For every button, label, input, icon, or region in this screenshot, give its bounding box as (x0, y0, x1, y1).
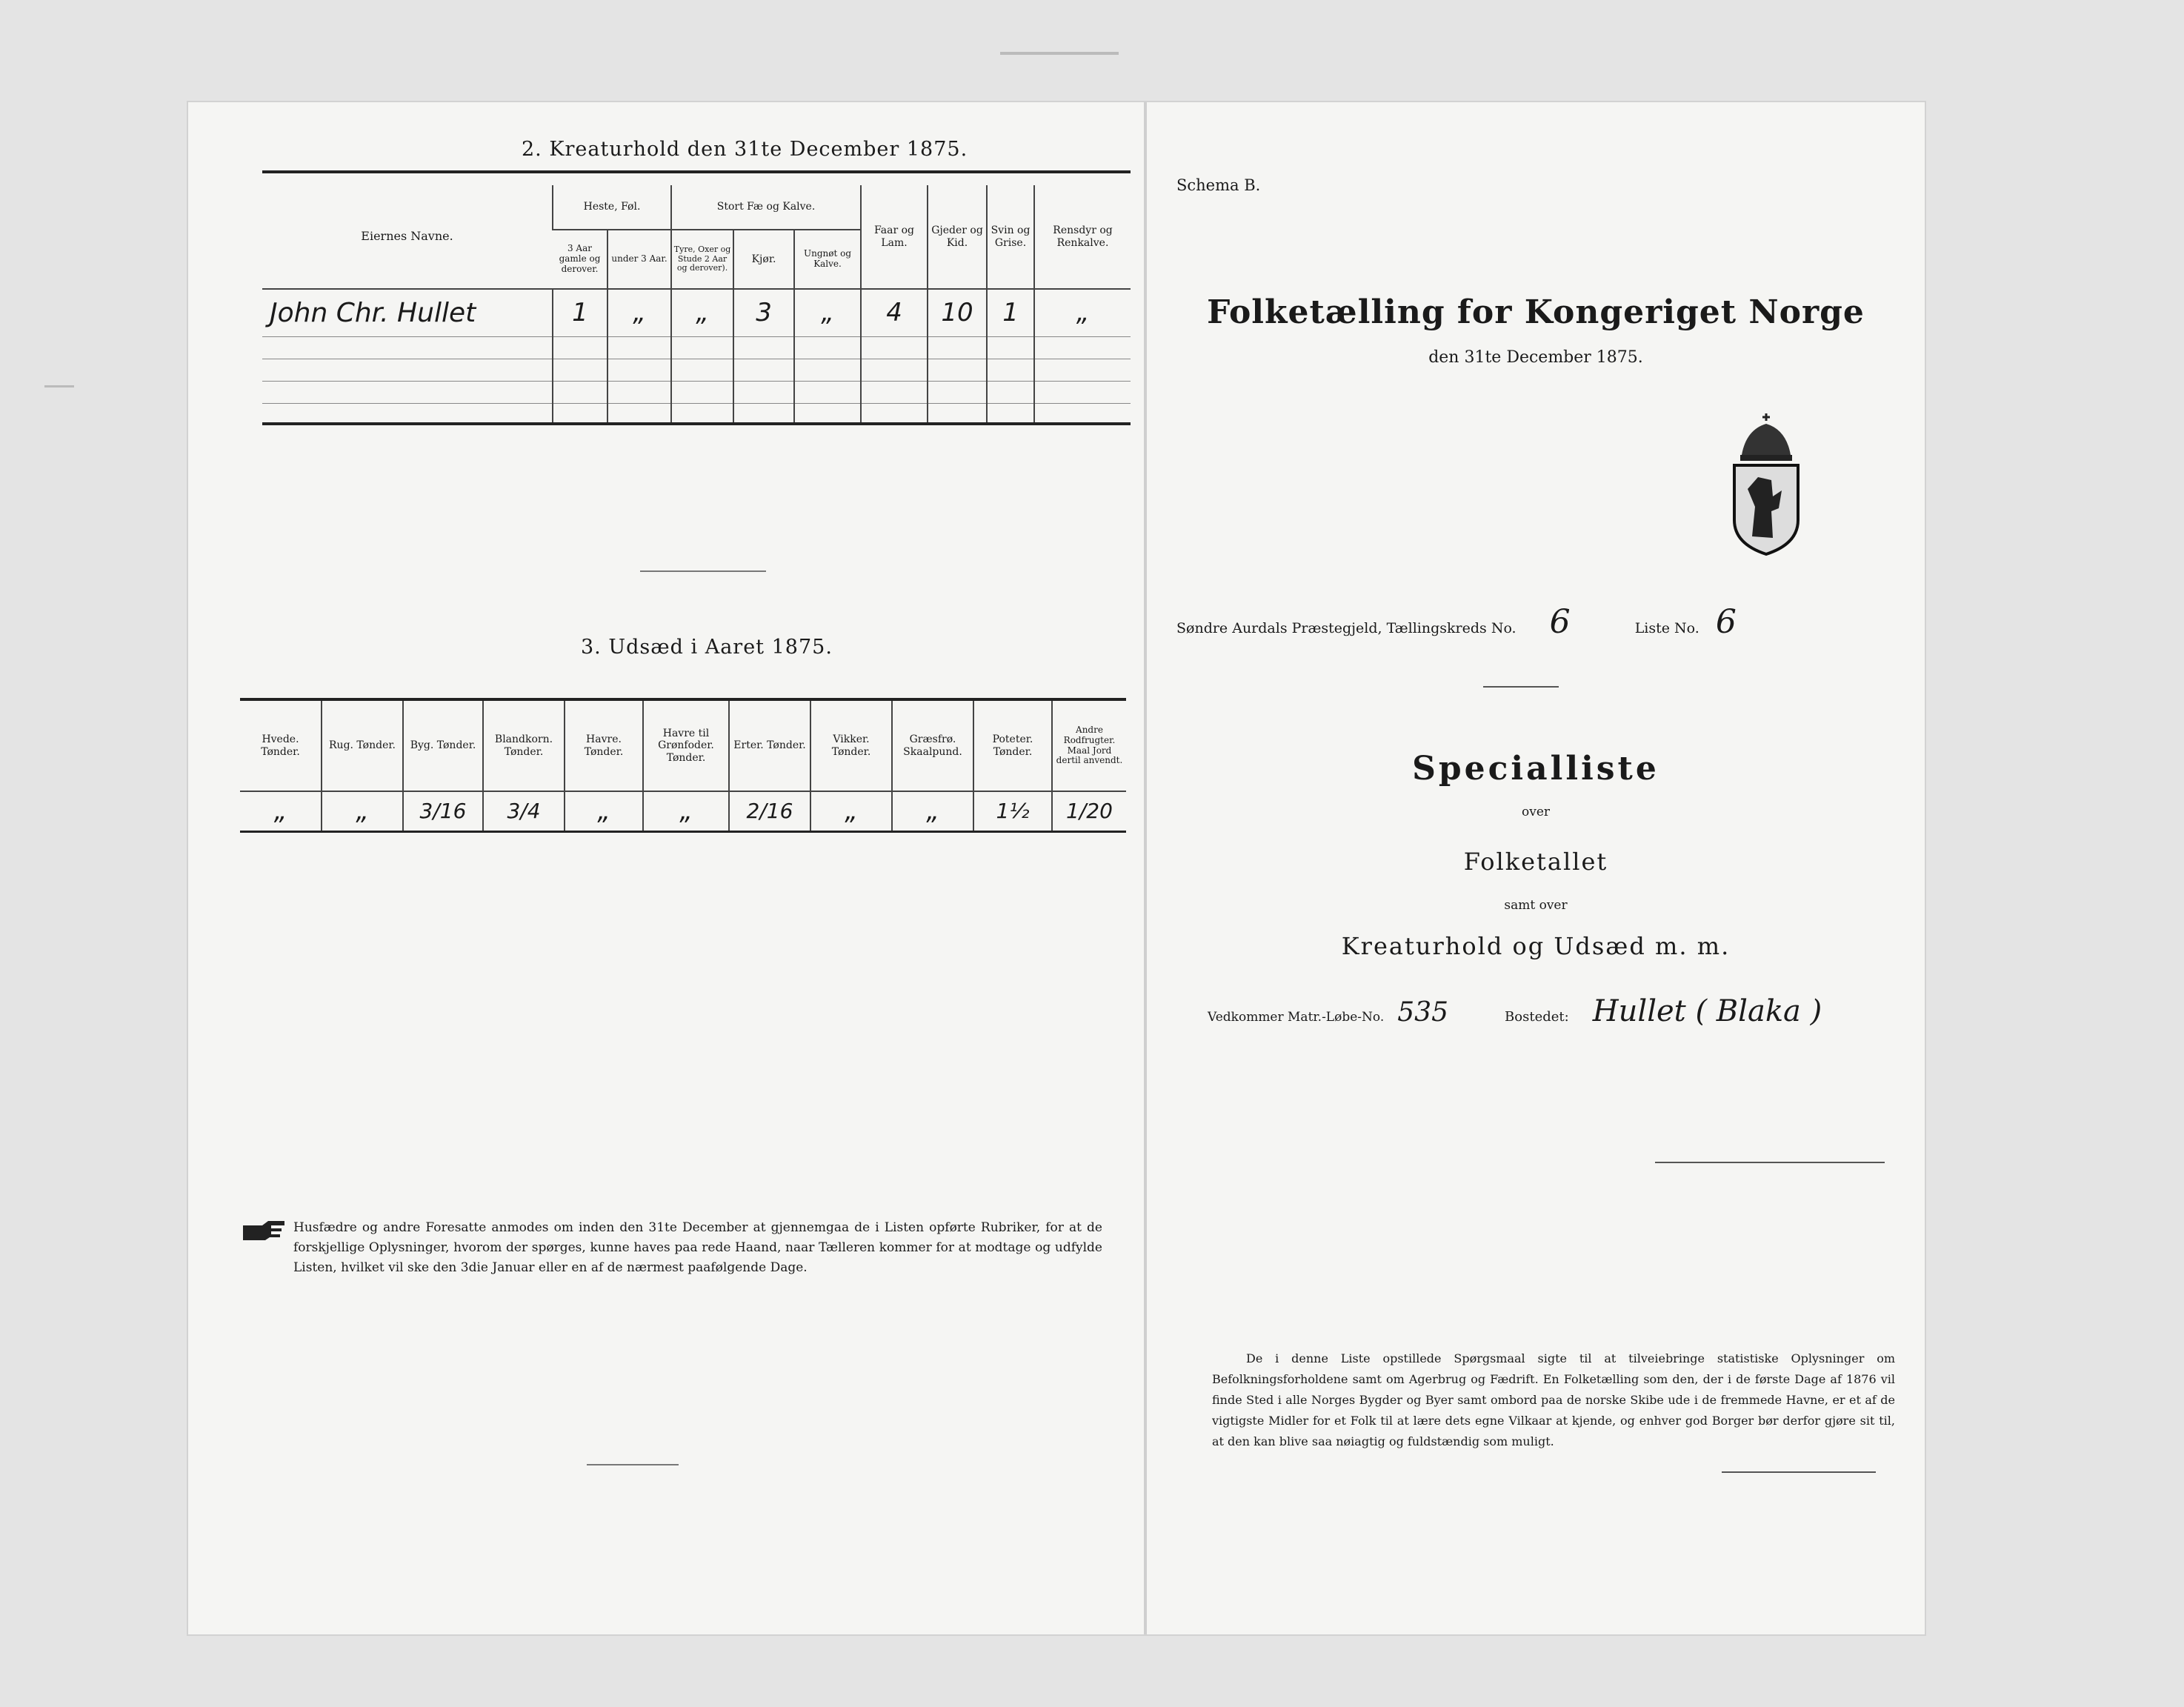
intro-paragraph: De i denne Liste opstillede Spørgsmaal sigte til at tilveiebringe statistiske Oplysninger om Befolkningsforholdene samt om Agerbrug og Fædrift. En Folketælling som den, der i de første Dage af 1876 vil finde Sted i alle Norges Bygder og Byer samt ombord paa de norske Skibe ude i de fremmede Havne, er et af de vigtigste Midler for et Folk til at lære dets egne Vilkaar at kjende, og enhver god Borger bør derfor gjøre sit til, at den kan blive saa nøiagtig og fuldstændig som muligt. (1212, 1351, 1895, 1448)
table-cell: 3 (733, 289, 794, 336)
table-cell: „ (671, 289, 733, 336)
col-header: Byg. Tønder. (403, 699, 483, 791)
table-cell: 1/20 (1052, 791, 1126, 831)
col-header: Ungnøt og Kalve. (794, 230, 861, 289)
table-cell: 1 (987, 289, 1034, 336)
table-cell: 4 (861, 289, 928, 336)
matrikkel-line (1208, 994, 1822, 1028)
notice-text: Husfædre og andre Foresatte anmodes om inden den 31te December at gjennemgaa de i Listen opførte Rubriker, for at de forskjellige Oplysninger, hvorom der spørges, kunne haves paa rede Haand, naar Tælleren kommer for at modtage og udfylde Listen, hvilket vil ske den 3die Januar eller en af de nærmest paafølgende Dage. (293, 1220, 1102, 1275)
stortfae-group-header: Stort Fæ og Kalve. (671, 185, 861, 230)
divider (1655, 1162, 1885, 1163)
col-header: Rug. Tønder. (322, 699, 403, 791)
matr-label: Vedkommer Matr.-Løbe-No. (1208, 1010, 1385, 1025)
table-cell: 10 (928, 289, 987, 336)
coat-of-arms-icon (1730, 412, 1802, 557)
scan-edge-mark (44, 385, 74, 387)
table-cell: „ (643, 791, 729, 831)
col-header: Græsfrø. Skaalpund. (892, 699, 973, 791)
specialliste-heading: Specialliste (1412, 750, 1659, 788)
matr-number: 535 (1397, 997, 1448, 1028)
col-header: Tyre, Oxer og Stude 2 Aar og derover). (671, 230, 733, 289)
col-header: Havre til Grønfoder. Tønder. (643, 699, 729, 791)
main-subtitle: den 31te December 1875. (1428, 348, 1643, 367)
col-header: Faar og Lam. (861, 185, 928, 289)
col-header: 3 Aar gamle og derover. (559, 243, 601, 274)
folketallet-text: Folketallet (1463, 848, 1608, 876)
owner-name-cell: John Chr. Hullet (270, 297, 476, 328)
liste-number: 6 (1715, 603, 1737, 641)
divider (1722, 1471, 1876, 1473)
kreds-number: 6 (1549, 603, 1571, 641)
table-cell: 1 (553, 289, 607, 336)
liste-label: Liste No. (1634, 620, 1699, 636)
table-cell: 3/4 (483, 791, 565, 831)
divider (587, 1464, 679, 1465)
census-sheet (188, 102, 1925, 1634)
col-header: Vikker. Tønder. (810, 699, 892, 791)
pointing-hand-icon (242, 1218, 286, 1242)
table-cell: „ (892, 791, 973, 831)
col-header: Blandkorn. Tønder. (483, 699, 565, 791)
col-header: Havre. Tønder. (565, 699, 643, 791)
over-text: over (1521, 805, 1551, 819)
table-cell: „ (565, 791, 643, 831)
col-header: Gjeder og Kid. (928, 185, 987, 289)
section2-title: 2. Kreaturhold den 31te December 1875. (522, 138, 968, 161)
name-header: Eiernes Navne. (361, 229, 453, 244)
right-page (1147, 102, 1925, 1634)
divider (1483, 686, 1559, 688)
col-header: Erter. Tønder. (729, 699, 810, 791)
col-header: Rensdyr og Renkalve. (1034, 185, 1131, 289)
samt-over-text: samt over (1504, 898, 1568, 913)
table-top-rule (262, 170, 1131, 173)
table-cell: „ (273, 796, 287, 826)
col-header: Poteter. Tønder. (973, 699, 1052, 791)
kreaturhold-table (262, 185, 1131, 425)
col-header: Hvede. Tønder. (261, 733, 300, 758)
col-header: under 3 Aar. (607, 230, 671, 289)
section3-title: 3. Udsæd i Aaret 1875. (581, 636, 833, 659)
table-cell: 3/16 (403, 791, 483, 831)
location-prefix: Søndre Aurdals Præstegjeld, Tællingskreds No. (1176, 620, 1517, 636)
table-cell: „ (794, 289, 861, 336)
table-cell: „ (1034, 289, 1131, 336)
scan-edge-mark (1000, 52, 1119, 55)
bosted-value: Hullet ( Blaka ) (1592, 994, 1822, 1028)
table-cell: 2/16 (729, 791, 810, 831)
col-header: Svin og Grise. (987, 185, 1034, 289)
schema-label: Schema B. (1176, 176, 1261, 194)
kreaturhold-text: Kreaturhold og Udsæd m. m. (1341, 932, 1731, 960)
udsaed-table (240, 698, 1126, 833)
col-header: Kjør. (733, 230, 794, 289)
main-title: Folketælling for Kongeriget Norge (1207, 293, 1865, 331)
divider (640, 570, 766, 572)
table-cell: „ (810, 791, 892, 831)
table-cell: 1½ (973, 791, 1052, 831)
table-cell: „ (322, 791, 403, 831)
bosted-label: Bostedet: (1505, 1009, 1569, 1025)
left-page (188, 102, 1144, 1634)
col-header: Andre Rodfrugter. Maal Jord dertil anvendt. (1052, 699, 1126, 791)
heste-group-header: Heste, Føl. (553, 185, 671, 230)
location-line (1176, 603, 1748, 641)
table-cell: „ (607, 289, 671, 336)
